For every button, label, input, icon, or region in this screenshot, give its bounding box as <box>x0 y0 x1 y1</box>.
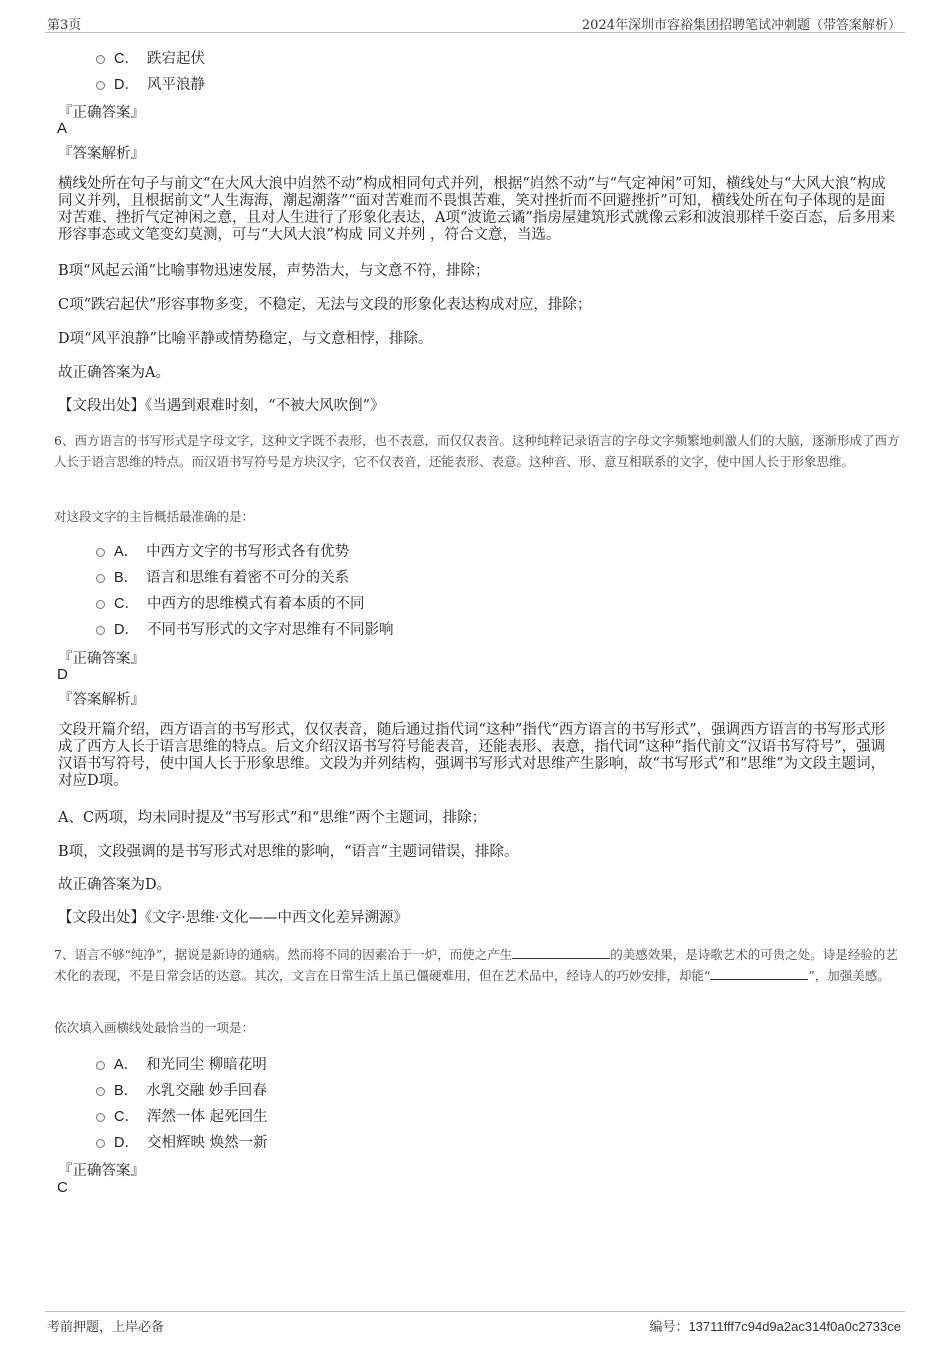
radio-icon[interactable] <box>96 1061 105 1070</box>
q5-analysis-paragraph: D项“风平浪静”比喻平静或情势稳定，与文意相悖，排除。 <box>58 331 433 347</box>
fill-blank-2[interactable] <box>710 967 808 980</box>
q7-prompt: 依次填入画横线处最恰当的一项是： <box>54 1020 255 1035</box>
q6-analysis-paragraph: B项，文段强调的是书写形式对思维的影响，“语言”主题词错误，排除。 <box>58 844 519 860</box>
q6-source: 【文段出处】《文字·思维·文化——中西文化差异溯源》 <box>58 910 408 926</box>
q7-option-b[interactable]: B． 水乳交融 妙手回春 <box>96 1078 267 1100</box>
radio-icon[interactable] <box>96 1113 105 1122</box>
q6-option-c[interactable]: C． 中西方的思维模式有着本质的不同 <box>96 591 364 613</box>
q6-answer: D <box>57 666 68 683</box>
q5-source: 【文段出处】《当遇到艰难时刻，“不被大风吹倒”》 <box>58 398 385 414</box>
q5-option-c[interactable]: C． 跌宕起伏 <box>96 46 205 68</box>
q7-option-d[interactable]: D． 交相辉映 焕然一新 <box>96 1130 268 1152</box>
q5-analysis-paragraph: B项“风起云涌”比喻事物迅速发展，声势浩大，与文意不符，排除； <box>58 263 490 279</box>
q5-analysis-paragraph: 故正确答案为A。 <box>58 365 170 381</box>
radio-icon[interactable] <box>96 55 105 64</box>
q6-stem: 6、西方语言的书写形式是字母文字，这种文字既不表形，也不表意，而仅仅表音。这种纯粹记录语言的字母文字频繁地刺激人们的大脑，逐渐形成了西方人长于语言思维的特点。而汉语书写符号是方块汉字，它不仅表音，还能表形、表意。这种音、形、意互相联系的文字，使中国人长于形象思维。 <box>54 433 900 469</box>
q6-analysis-paragraph: 文段开篇介绍，西方语言的书写形式，仅仅表音，随后通过指代词“这种”指代“西方语言的书写形式”，强调西方语言的书写形式形成了西方人长于语言思维的特点。后文介绍汉语书写符号能表音，还能表形、表意，指代词“这种”指代前文“汉语书写符号”，强调汉语书写符号，使中国人长于形象思维。文段为并列结构，强调书写形式对思维产生影响，故“书写形式”和“思维”为文段主题词，对应D项。 <box>58 722 886 789</box>
q7-answer: C <box>57 1179 68 1196</box>
radio-icon[interactable] <box>96 548 105 557</box>
q5-answer: A <box>57 120 68 137</box>
q5-analysis-paragraph: C项“跌宕起伏”形容事物多变，不稳定，无法与文段的形象化表达构成对应，排除； <box>58 297 592 313</box>
q6-option-d[interactable]: D． 不同书写形式的文字对思维有不同影响 <box>96 617 393 639</box>
q6-analysis-paragraph: 故正确答案为D。 <box>58 877 172 893</box>
q6-analysis-paragraph: A、C两项，均未同时提及“书写形式”和“思维”两个主题词，排除； <box>58 810 487 826</box>
radio-icon[interactable] <box>96 626 105 635</box>
document-id: 编号：13711fff7c94d9a2ac314f0a0c2733ce <box>649 1319 901 1334</box>
fill-blank-1[interactable] <box>512 946 610 959</box>
q6-option-a[interactable]: A． 中西方文字的书写形式各有优势 <box>96 539 349 561</box>
q7-option-c[interactable]: C． 浑然一体 起死回生 <box>96 1104 268 1126</box>
q6-analysis-tag: 『答案解析』 <box>58 692 145 708</box>
radio-icon[interactable] <box>96 81 105 90</box>
q5-answer-tag: 『正确答案』 <box>58 105 145 121</box>
radio-icon[interactable] <box>96 1087 105 1096</box>
q7-option-a[interactable]: A． 和光同尘 柳暗花明 <box>96 1052 267 1074</box>
page-number: 第3页 <box>47 18 82 33</box>
page-footer <box>45 1311 905 1335</box>
q6-prompt: 对这段文字的主旨概括最准确的是： <box>54 509 255 524</box>
page-header <box>45 12 905 33</box>
q7-stem: 7、语言不够“纯净”，据说是新诗的通病。然而将不同的因素冶于一炉，而使之产生 的美感效果，是诗歌艺术的可贵之处。诗是经验的艺术化的表现，不是日常会话的达意。其次，文言在日常生活上虽已僵硬难用，但在艺术品中，经诗人的巧妙安排，却能“ ”，加强美感。 <box>54 947 898 983</box>
footer-slogan: 考前押题，上岸必备 <box>47 1320 165 1335</box>
q5-option-d[interactable]: D． 风平浪静 <box>96 72 205 94</box>
q5-analysis-paragraph: 横线处所在句子与前文“在大风大浪中岿然不动”构成相同句式并列，根据“岿然不动”与“气定神闲”可知，横线处与“大风大浪”构成同义并列，且根据前文“人生海海，潮起潮落”“面对苦难而不畏惧苦难，笑对挫折而不回避挫折”可知，横线处所在句子体现的是面对苦难、挫折气定神闲之意，且对人生进行了形象化表达，A项“波诡云谲”指房屋建筑形式就像云彩和波浪那样千姿百态，后多用来形容事态或文笔变幻莫测，可与“大风大浪”构成 同义并列 ，符合文意，当选。 <box>58 176 896 243</box>
radio-icon[interactable] <box>96 1139 105 1148</box>
q6-answer-tag: 『正确答案』 <box>58 651 145 667</box>
q5-analysis-tag: 『答案解析』 <box>58 146 145 162</box>
q7-answer-tag: 『正确答案』 <box>58 1163 145 1179</box>
document-title: 2024年深圳市容裕集团招聘笔试冲刺题（带答案解析） <box>581 18 901 33</box>
q6-option-b[interactable]: B． 语言和思维有着密不可分的关系 <box>96 565 349 587</box>
radio-icon[interactable] <box>96 574 105 583</box>
radio-icon[interactable] <box>96 600 105 609</box>
